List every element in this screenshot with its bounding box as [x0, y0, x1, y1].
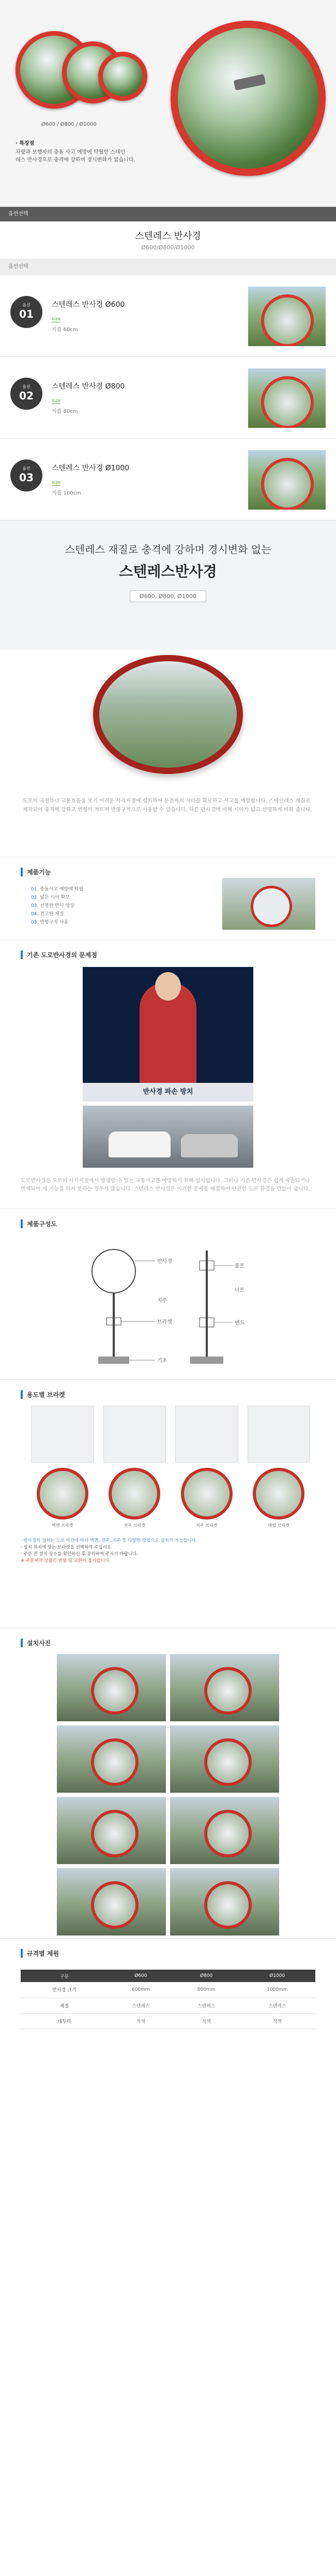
bracket-caption: 지주 브라켓 [196, 1523, 218, 1528]
bracket-example [175, 1468, 238, 1528]
bracket-notes [21, 1538, 315, 1565]
product-image-section [0, 650, 336, 784]
table-cell: 반사경 크기 [21, 1982, 108, 1998]
option-spec: 지름 80cm [52, 409, 78, 414]
option-badge-number: 02 [19, 390, 34, 402]
function-title: 제품기능 [21, 868, 51, 876]
option-badge-label: 옵션 [22, 303, 30, 307]
intro-sizes: Ø600, Ø800, Ø1000 [130, 590, 206, 602]
product-description: 도로의 곡선부나 교통흐름을 보기 어려운 사각지점에 설치하여 운전자의 시야를 확보하고 사고를 예방합니다. 스테인레스 재질로 제작되어 충격에 강하고 변형이 적으며 반영구적으로 사용할 수 있습니다. 다른 반사경에 비해 시야가 넓고 선명하게 비춰 줍니다. [23, 798, 312, 813]
mirror-image-main [171, 21, 326, 176]
option-thumbnail [248, 450, 326, 510]
table-cell: 적색 [239, 2013, 316, 2029]
bracket-section [0, 1379, 336, 1628]
option-heading-title: 스텐레스 반사경 [135, 231, 201, 242]
table-header-row [21, 1970, 315, 1982]
install-photo-grid [57, 1654, 279, 1935]
option-name: 스텐레스 반사경 Ø800 [52, 382, 125, 391]
option-heading [0, 221, 336, 252]
install-section [0, 1628, 336, 1938]
table-cell: 적색 [108, 2013, 174, 2029]
option-badge-number: 01 [19, 308, 34, 320]
bracket-image [175, 1406, 238, 1463]
table-cell: 스텐레스 [239, 1998, 316, 2013]
option-thumbnail [248, 287, 326, 346]
table-header: Ø800 [174, 1970, 239, 1982]
install-title: 설치사진 [21, 1639, 51, 1647]
option-size-label: size [52, 398, 61, 404]
diagram-label: 밴드 [235, 1320, 245, 1326]
diagram-label: 너트 [235, 1288, 245, 1293]
diagram-label: 기초 [157, 1358, 167, 1364]
option-badge-label: 옵션 [22, 384, 30, 389]
structure-title: 제품구성도 [21, 1219, 57, 1228]
option-badge-number: 03 [19, 471, 34, 484]
bracket-mirror-image [181, 1468, 233, 1520]
function-list [31, 885, 83, 927]
bracket-example [248, 1468, 311, 1528]
hero-feature-line: 레스 반사경으로 충격에 강하며 경시변화가 없습니다. [16, 157, 135, 163]
option-badge [10, 459, 42, 492]
function-image [222, 878, 315, 930]
table-cell: 적색 [174, 2013, 239, 2029]
bracket-caption: 벽면 브라켓 [52, 1523, 73, 1528]
install-photo [170, 1797, 279, 1864]
option-badge-label: 옵션 [22, 466, 30, 471]
bracket-mirror-image [109, 1468, 160, 1520]
list-item: 0 3. 선명한 반사 영상 [31, 902, 83, 910]
table-header: Ø1000 [239, 1970, 316, 1982]
option-bar: 옵션선택 [0, 207, 336, 221]
spec-title: 규격별 제원 [21, 1949, 59, 1958]
bracket-example [103, 1468, 166, 1528]
install-photo [57, 1725, 166, 1793]
intro-subtitle: 스텐레스 재질로 충격에 강하며 경시변화 없는 [65, 543, 271, 556]
bracket-notice: ※ 주문제작 상품은 반품 및 교환이 불가합니다. [21, 1558, 111, 1564]
bracket-examples [31, 1468, 310, 1528]
hero-section [0, 0, 336, 207]
news-caption: 반사경 파손 방치 [83, 1083, 253, 1101]
bracket-image [103, 1406, 166, 1463]
mirror-image-1000 [98, 52, 147, 101]
hero-feature-title: · 특장점 [16, 141, 35, 146]
option-size-label: size [52, 317, 61, 322]
hero-feature-line: 차량과 보행자의 충돌 사고 예방에 탁월한 스테인 [16, 150, 126, 155]
option-spec: 지름 60cm [52, 327, 78, 333]
spec-table [21, 1970, 315, 2029]
bracket-example [31, 1468, 94, 1528]
bracket-caption: 전주 브라켓 [124, 1523, 145, 1528]
spec-section [0, 1938, 336, 2044]
table-cell: 1000mm [239, 1982, 316, 1998]
list-item: 0 2. 넓은 시야 확보 [31, 894, 83, 902]
diagram-base [98, 1357, 129, 1364]
diagram-label: 브라켓 [157, 1319, 172, 1325]
accident-image [83, 1106, 253, 1168]
table-cell: 800mm [174, 1982, 239, 1998]
option-size-label: size [52, 480, 61, 485]
table-cell: 재질 [21, 1998, 108, 2013]
bracket-images [31, 1406, 310, 1463]
diagram-label: 볼트 [235, 1263, 245, 1269]
table-header: 구분 [21, 1970, 108, 1982]
bracket-note: · 주문 전 설치 장소를 확인하신 후 문의하여 주시기 바랍니다. [21, 1552, 138, 1557]
install-photo [170, 1868, 279, 1935]
table-cell: 스텐레스 [174, 1998, 239, 2013]
list-item: 0 4. 견고한 재질 [31, 910, 83, 918]
product-mirror-image [93, 655, 243, 774]
option-subbar: 옵션선택 [0, 259, 336, 275]
option-heading-sizes: Ø600/Ø800/Ø1000 [141, 244, 195, 251]
bracket-image [31, 1406, 94, 1463]
diagram-mirror [92, 1249, 135, 1293]
option-name: 스텐레스 반사경 Ø1000 [52, 464, 130, 472]
structure-section [0, 1209, 336, 1379]
install-photo [170, 1654, 279, 1721]
problem-section [0, 940, 336, 1209]
option-item[interactable] [0, 275, 336, 357]
install-photo [170, 1725, 279, 1793]
intro-section [0, 520, 336, 650]
news-anchor-head [155, 972, 181, 1001]
install-photo [57, 1797, 166, 1864]
table-cell: 600mm [108, 1982, 174, 1998]
intro-title: 스텐레스반사경 [119, 563, 217, 580]
list-item: 0 5. 반영구적 사용 [31, 918, 83, 927]
table-header: Ø600 [108, 1970, 174, 1982]
bracket-note: · 반사경의 설치는 도로 여건에 따라 벽면, 전주, 지주 등 다양한 방법으로 설치가 가능합니다. [21, 1538, 197, 1543]
option-item[interactable] [0, 357, 336, 439]
table-row [21, 1998, 315, 2013]
hero-feature [16, 140, 150, 164]
diagram-label: 지주 [157, 1298, 167, 1304]
table-cell: 테두리 [21, 2013, 108, 2029]
table-cell: 스텐레스 [108, 1998, 174, 2013]
install-photo [57, 1868, 166, 1935]
function-section [0, 857, 336, 940]
bracket-mirror-image [37, 1468, 88, 1520]
problem-text: 도로반사경은 도로의 사각지점에서 발생할 수 있는 교통사고를 예방하기 위해 설치됩니다. 그러나 기존 반사경은 쉽게 파손되거나 변색되어 제 기능을 하지 못하는 경우가 많습니다. 스텐레스 반사경은 이러한 문제를 해결하여 안전한 도로 환경을 만들어 줍니다. [21, 1178, 310, 1192]
diagram-label: 반사경 [157, 1259, 172, 1264]
option-badge [10, 378, 42, 410]
table-row [21, 1982, 315, 1998]
install-photo [57, 1654, 166, 1721]
bracket-caption: 매립 브라켓 [268, 1523, 289, 1528]
structure-diagram [57, 1240, 279, 1369]
news-image [83, 967, 253, 1101]
diagram-base-side [190, 1357, 223, 1364]
option-badge [10, 296, 42, 328]
table-row [21, 2013, 315, 2029]
problem-title: 기존 도로반사경의 문제점 [21, 950, 97, 959]
option-spec: 지름 100cm [52, 490, 81, 496]
option-name: 스텐레스 반사경 Ø600 [52, 301, 125, 309]
list-item: 0 1. 충돌사고 예방에 탁월 [31, 885, 83, 894]
option-thumbnail [248, 368, 326, 428]
option-item[interactable] [0, 439, 336, 520]
bracket-mirror-image [253, 1468, 304, 1520]
bracket-note: · 설치 위치에 맞는 브라켓을 선택하여 주십시오. [21, 1545, 113, 1550]
hero-sizes: Ø600 / Ø800 / Ø1000 [41, 122, 97, 127]
bracket-image [248, 1406, 311, 1463]
bracket-title: 용도별 브라켓 [21, 1390, 65, 1399]
